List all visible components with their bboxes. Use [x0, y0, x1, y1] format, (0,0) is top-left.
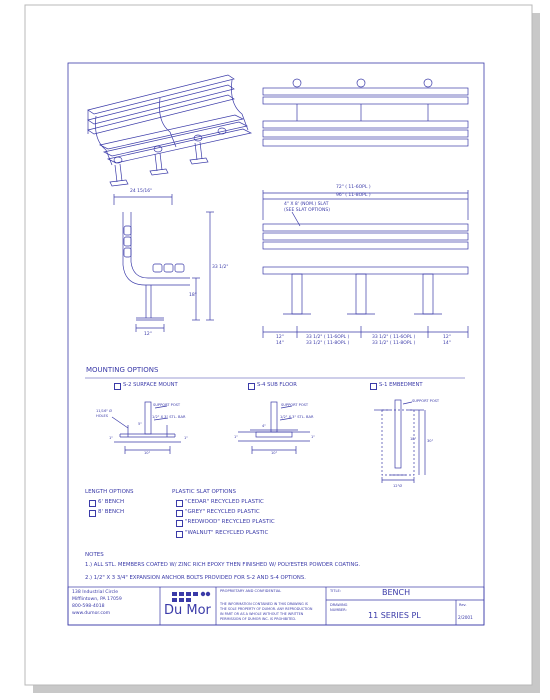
length-6ft-label: 6' BENCH: [98, 499, 125, 505]
front-dim-end-right: 12": [443, 335, 451, 340]
length-8ft-checkbox[interactable]: [89, 510, 96, 517]
s1-label: S-1 EMBEDMENT: [379, 382, 423, 388]
s2-dim-4: 5": [138, 422, 142, 426]
drawing-number-label: DRAWING: [330, 603, 348, 607]
note-1: 1.) ALL STL. MEMBERS COATED W/ ZINC RICH EPOXY THEN FINISHED W/ POLYESTER POWDER COATING.: [85, 562, 361, 568]
length-6ft-checkbox[interactable]: [89, 500, 96, 507]
s4-dim-3: 10": [271, 451, 278, 455]
s2-support-post: SUPPORT POST: [153, 403, 181, 407]
side-foot-dim: 12": [144, 332, 152, 337]
side-depth-dim: 24 15/16": [130, 189, 153, 194]
notes-title: NOTES: [85, 552, 104, 558]
side-seat-height-dim: 18": [189, 293, 197, 298]
rev-label: Rev.: [459, 603, 467, 607]
s4-checkbox[interactable]: [248, 383, 255, 390]
front-overall-length-alt: 96" ( 11-8OPL ): [336, 193, 371, 198]
slat-options-title: PLASTIC SLAT OPTIONS: [172, 489, 237, 495]
s2-holes-b: HOLES: [96, 414, 109, 418]
s2-label: S-2 SURFACE MOUNT: [123, 382, 178, 388]
s2-holes: 11/16" Ø: [96, 409, 112, 413]
slat-redwood-checkbox[interactable]: [176, 520, 183, 527]
rev-date: 2/2001: [458, 615, 473, 620]
slat-redwood-label: "REDWOOD" RECYCLED PLASTIC: [185, 519, 275, 525]
s2-dim-3: 10": [144, 451, 151, 455]
s4-dim-1: 1": [234, 435, 238, 439]
proprietary-title: PROPRIETARY AND CONFIDENTIAL: [220, 589, 282, 593]
s2-dim-1: 1": [109, 436, 113, 440]
proprietary-line-2: THE SOLE PROPERTY OF DUMOR. ANY REPRODUCTION: [220, 607, 313, 611]
proprietary-line-1: THE INFORMATION CONTAINED IN THIS DRAWING IS: [220, 602, 308, 606]
slat-cedar-checkbox[interactable]: [176, 500, 183, 507]
s4-support-post: SUPPORT POST: [281, 403, 309, 407]
slat-walnut-label: "WALNUT" RECYCLED PLASTIC: [185, 530, 269, 536]
s4-dim-4: 4": [262, 424, 266, 428]
front-dim-mid-1b: 33 1/2" ( 11-8OPL ): [306, 341, 350, 346]
slat-note-sub: (SEE SLAT OPTIONS): [284, 208, 330, 213]
front-dim-end-left: 12": [276, 335, 284, 340]
drawing-number-label-b: NUMBER:: [330, 608, 347, 612]
s1-dim-1: 18": [410, 437, 417, 441]
website-link[interactable]: www.dumor.com: [72, 611, 111, 616]
drawing-title: BENCH: [382, 588, 411, 597]
s2-dim-2: 1": [184, 436, 188, 440]
slat-grey-label: "GREY" RECYCLED PLASTIC: [185, 509, 260, 515]
s1-dim-3: 12"Ø: [393, 484, 403, 488]
slat-grey-checkbox[interactable]: [176, 510, 183, 517]
s1-checkbox[interactable]: [370, 383, 377, 390]
slat-cedar-label: "CEDAR" RECYCLED PLASTIC: [185, 499, 264, 505]
s4-bar: 1/2" X 3" STL. BAR: [280, 415, 314, 419]
s2-bar: 1/2" X 3" STL. BAR: [152, 415, 186, 419]
s1-dim-2: 30": [427, 439, 434, 443]
address-line-2: Mifflintown, PA 17059: [72, 597, 122, 602]
proprietary-line-4: PERMISSION OF DUMOR INC. IS PROHIBITED.: [220, 617, 297, 621]
title-label: TITLE:: [330, 589, 341, 593]
length-8ft-label: 8' BENCH: [98, 509, 125, 515]
phone: 800-598-4018: [72, 604, 105, 609]
dumor-logo-text: Du Mor: [164, 603, 211, 618]
front-dim-mid-2: 33 1/2" ( 11-6OPL ): [372, 335, 416, 340]
slat-note: 4" X 8' (NOM.) SLAT: [284, 202, 329, 207]
side-height-dim: 33 1/2": [212, 265, 229, 270]
s4-dim-2: 1": [311, 435, 315, 439]
s4-label: S-4 SUB FLOOR: [257, 382, 297, 388]
s1-support-post: SUPPORT POST: [412, 399, 440, 403]
s2-checkbox[interactable]: [114, 383, 121, 390]
front-dim-mid-1: 33 1/2" ( 11-6OPL ): [306, 335, 350, 340]
address-line-1: 138 Industrial Circle: [72, 590, 119, 595]
slat-walnut-checkbox[interactable]: [176, 531, 183, 538]
front-dim-mid-2b: 33 1/2" ( 11-8OPL ): [372, 341, 416, 346]
drawing-number: 11 SERIES PL: [368, 611, 421, 620]
front-overall-length: 72" ( 11-6OPL ): [336, 185, 371, 190]
front-dim-end-left-b: 14": [276, 341, 284, 346]
front-dim-end-right-b: 14": [443, 341, 451, 346]
mounting-options-title: MOUNTING OPTIONS: [86, 366, 159, 374]
note-2: 2.) 1/2" X 3 3/4" EXPANSION ANCHOR BOLTS PROVIDED FOR S-2 AND S-4 OPTIONS.: [85, 575, 306, 581]
length-options-title: LENGTH OPTIONS: [85, 489, 134, 495]
proprietary-line-3: IN PART OR AS A WHOLE WITHOUT THE WRITTEN: [220, 612, 304, 616]
